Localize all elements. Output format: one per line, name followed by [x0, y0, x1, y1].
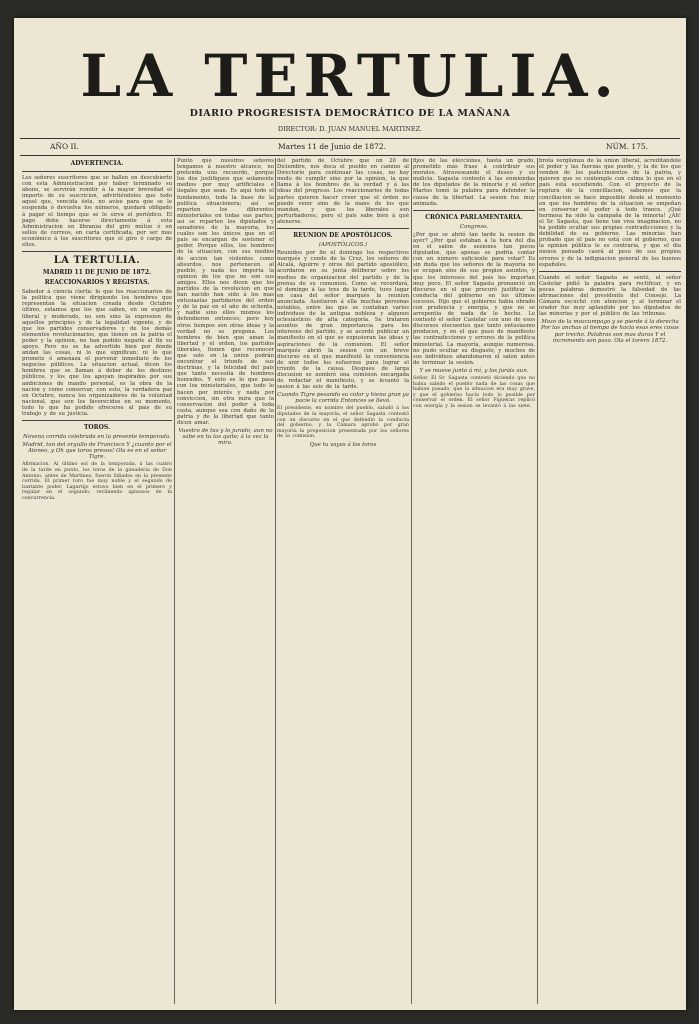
issue-date: Martes 11 de Junio de 1872. — [278, 142, 387, 151]
column-3-footer: Que tu vayas á los toros — [309, 442, 377, 449]
reunion-heading: REUNION DE APOSTÓLICOS. — [293, 232, 393, 240]
column-3-verse: Cuando Tigre pesando su color y hiena gran ya pacie la corrida Entonces se llevó. — [277, 392, 409, 405]
column-2 — [177, 158, 274, 1004]
column-4 — [413, 158, 535, 1004]
dateline: MADRID 11 DE JUNIO DE 1872. — [42, 269, 152, 277]
column-rule — [174, 158, 175, 1004]
column-5 — [539, 158, 681, 1004]
column-5-text: brota vergüenza de la union liberal, acreditándole el poder y las fuerzas que puede, y la de los que venden de los padecimientos de la patria, y quieren que se contemple con calma lo que en el pais está sucediendo. Con el proyecto de la ruptura de la conciliacion, sabemos que la conciliacion se hace imposible desde el momento en que los hombres de la situacion se empeñan en conservar el poder á todo trance. ¡Qué hermosa ha sido la campaña de la minoria! ¿Ah! el Sr. Sagasta, que tiene tan viva imaginacion, no ha podido ocultar sus propias contradicciones y la debilidad de su gobierno. Las minorias han probado que el pais no está con el gobierno, que la opinion pública le es contraria, y que el dia menos pensado caerá al peso de sus propios errores y de la indignacion general de los buenos españoles. — [539, 158, 681, 268]
toros-verse: Madrid, tan del orgullo de Francisco Y ¿cuanto por el Ateneo, y Oh que toros presos! Ola es en el señor Tigre. — [22, 442, 172, 461]
advert-text: Los señores suscritores que se hallen en descubierto con esta Administracion por haber terminado su abono, se servirán remitir á la mayor brevedad el importe de su suscricion, advirtiéndoles que todo aquel que, vencida ésta, no avise para que se le suspenda ó devuelva los números, quedará obligado á pagar el tiempo que se le sirva el periódico. El pago debe hacerse directamente á esta Administracion en libranza del giro mútuo ó en sellos de correos, en carta certificada, por ser mas económico á los suscritores que el giro ó cargo de ellos. — [22, 175, 172, 249]
reunion-text: Reunidos por fin el domingo los respectivos marqués y conde de la Cruz, los señores de Alcalá, Aguirre y otros del partido apostólico, acordaron en su junta deliberar sobre los medios de organizacion del partido y de la prensa de su comunion. Como se recordará, el domingo á las tres de la tarde, tuvo lugar en casa del señor marqués la reunion anunciada. Asistieron á ella muchas personas notables, entre las que se contaban varios individuos de la antigua nobleza y algunos eclesiásticos de alta categoría. Se trataron asuntos de gran importancia para los intereses del partido, y se acordó publicar un manifiesto en el que se expusieran las ideas y aspiraciones de la comunion. El señor marqués abrió la sesion con un breve discurso en el que manifestó la conveniencia de unir todos los esfuerzos para lograr el triunfo de la causa. Despues de larga discusion se nombró una comision encargada de redactar el manifiesto, y se levantó la sesion á las seis de la tarde. — [277, 250, 409, 391]
column-4-intro: fijos de las elecciones, hasta un grado, prometido más frase á contribuir sus morales. Atraveseando el deseo y su malicia. Sagasta contestó á las enmiendas de los diputados de la minoría y el señor Martos tomó la palabra para defender la causa de la libertad. La sesion fue muy animada. — [413, 158, 535, 207]
director-line: DIRECTOR: D. JUAN MANUEL MARTINEZ. — [277, 125, 423, 133]
cronica-text: ¿Por qué se abrió tan tarde la sesion de ayer? ¿Por qué estaban á la hora del dia en el salon de sesiones tan pocos diputados, que apenas se podria contar con un número suficiente para votar? Es sin duda que los señores de la mayoría no se ocupan sino de sus propios asuntos, y que los intereses del pais les importan muy poco. El señor Sagasta pronunció un discurso en el que procuró justificar la conducta del gobierno en los últimos sucesos. Dijo que el gobierno habia obrado con prudencia y energía, y que no se arrepentia de nada de lo hecho. Le contestó el señor Castelar con uno de esos discursos elocuentes que tanto entusiasmo producen, y en el que puso de manifiesto las contradicciones y errores de la politica ministerial. La mayoría, aunque numerosa, no pudo ocultar su disgusto, y muchos de sus individuos abandonaron el salon antes de terminar la sesion. — [413, 231, 535, 366]
cronica-subheading: Congreso. — [459, 223, 489, 230]
newspaper-subtitle: DIARIO PROGRESISTA DEMOCRÁTICO DE LA MAÑANA — [189, 108, 511, 119]
column-rule — [537, 158, 538, 1004]
section-paper-title: LA TERTULIA. — [53, 255, 141, 267]
column-4-verse: Y se mueve junto á mí, y los juráis aun. — [419, 367, 529, 374]
article-heading: REACCIONARIOS Y REGISTAS. — [44, 279, 150, 287]
column-rule — [411, 158, 412, 1004]
column-5-text-2: Cuando el señor Sagasta se sentó, el señor Castelar pidió la palabra para rectificar, y en pocas palabras demostró la falsedad de las afirmaciones del presidente del Consejo. La Cámara escuchó con atencion y al terminar el orador fue muy aplaudido por los diputados de las minorias y por el público de las tribunas. — [539, 274, 681, 318]
column-1 — [22, 158, 172, 1004]
reunion-subheading: (APOSTÓLICOS.) — [318, 242, 368, 249]
issue-info-bar — [20, 138, 680, 156]
toros-heading: TOROS. — [83, 424, 111, 432]
masthead — [14, 18, 686, 144]
newspaper-title: LA TERTULIA. — [80, 42, 620, 110]
column-3 — [277, 158, 409, 1004]
toros-text: Afirmacion. Al último sol de la temporada, á las cuatro de la tarde en punto, los toros de la ganaderia de Don Antonio, antes de Martinez, fueron lidiados en la presente corrida. El primer toro fue muy noble y el segundo de bastante poder. Lagartijo estuvo bien en el primero y regular en el segundo, recibiendo aplausos de la concurrencia. — [22, 462, 172, 502]
toros-subheading: Novena corrida celebrada en la presente temporada. — [23, 434, 171, 441]
issue-number: NÚM. 175. — [606, 142, 649, 151]
column-3-intro: del partido de Octubre que un 20 de Diciembre, nos deca el pueblo en camino al Directorio para continuar las cosas, no hay modo de cumplir sino por la opinion, la que llama á los hombres de la verdad y á las ideas del progreso. Los reaccionarios de todas partes quieren hacer creer que el órden no puede venir sino de la mano de los que mandan, y que los liberales son perturbadores; pero el pais sabe bien á qué atenerse. — [277, 158, 409, 225]
column-3-text: El presidente, en nombre del pueblo, saludó á los diputados de la mayoría; el señor Sagasta contestó con un discurso en el que defendió la conducta del gobierno, y la Cámara aprobó por gran mayoria la proposicion presentada por los señores de la comision. — [277, 406, 409, 440]
newspaper-page — [14, 18, 686, 1010]
column-5-verse: Mozo de la mozcumpago y se pierde á la derecha Por las anchas al tiempo de hacia esas eres cosas por trecho. Palabras son mas duras Y el incremento son paso. Ola el torero 1872. — [540, 319, 680, 344]
column-2-verse: Vuestro de tus y lo jurado, aun no sabe en tu las quite; á la vez la mira. — [178, 428, 273, 447]
column-2-text: Punto que nuestros señores tengamos á nuestro alcance, no pretenda uno recuerdo, porque los dos justifiquen que solamente medios por muy artificiales e ilegales que sean. Es aqui todo el fundamento, toda la base de la politica situacionera; así se reparten los diferentes ministeriales en todas sus partes; asi se reparten los diputados y senadores de la mayoria, los cuales son los únicos que en el pais se encargan de sostener el poder. Porque ellos, los hombres de la situacion, con sus medios de accion tan violentos como absurdos, nos pertenecen al pueblo, y nada les importa la opinion de los que no son sus amigos. Ellos nos dicen que los partidos de la revolucion en que han nacido han sido á los mas entusiastas partidarios del orden y de la paz en el año de ochenta, y nadie sino ellos mismos los defendieron entonces; pero hoy otros tiempos son otras ideas y la verdad no se pregona. Los hombres de bien que aman la libertad y el orden, los partidos liberales, tienen que reconocer que solo en la union podrán encontrar el triunfo de sus doctrinas, y la felicidad del pais que tanto necesita de hombres honrados. Y esto es lo que pasa con los ministeriales, que todo lo hacen por interés y nada por conviccion, sin otra mira que la conservacion del poder á toda costa, aunque sea con daño de la patria y de la libertad que tanto dicen amar. — [177, 158, 274, 427]
column-4-text: Señor. El Sr. Sagasta contestó diciendo que no habia sabido el pueblo nada de las cosas que habian pasado, que la situacion era muy grave, y que el gobierno hacia todo lo posible por conservar el orden. El señor Figueras replicó con energía y la sesion se levantó á las siete. — [413, 376, 535, 409]
cronica-heading: CRÓNICA PARLAMENTARIA. — [425, 213, 523, 221]
column-rule — [275, 158, 276, 1004]
advert-heading: ADVERTENCIA. — [70, 160, 124, 167]
article-text: Sabedor á ciencia cierta: lo que los reaccionarios de la politica que viene dirigiendo los hombres que representan la situacion creada desde Octubre último, estamos que los que saben, en un espiritu liberal y moderado, no son sino la expresion de aquellos principios y de la legalidad vigente, y de que los partidos conservadores y de los demás elementos revolucionarios, que tienen en la patria el poder y la opinion, no han podido negarle al fin su apoyo. Pero no se ha advertido bien por dónde andan las cosas, ni lo que significan; ni lo que promete ó amenaza el porvenir inmediato de los negocios públicos. La situacion actual, dicen los hombres que se llaman á deber de los destinos públicos, y los que los apoyan inspirados por sus ambiciones de mando personal, es la obra de la nacion y como conservar, con esto, la verdadera paz en Octubre, nunca los organizadores de la voluntad nacional, que son los favorecidos en su momento, todo lo que ha podido ofrecerse al pais de su trabajo y de su justicia. — [22, 289, 172, 417]
issue-year: AÑO II. — [50, 142, 79, 151]
